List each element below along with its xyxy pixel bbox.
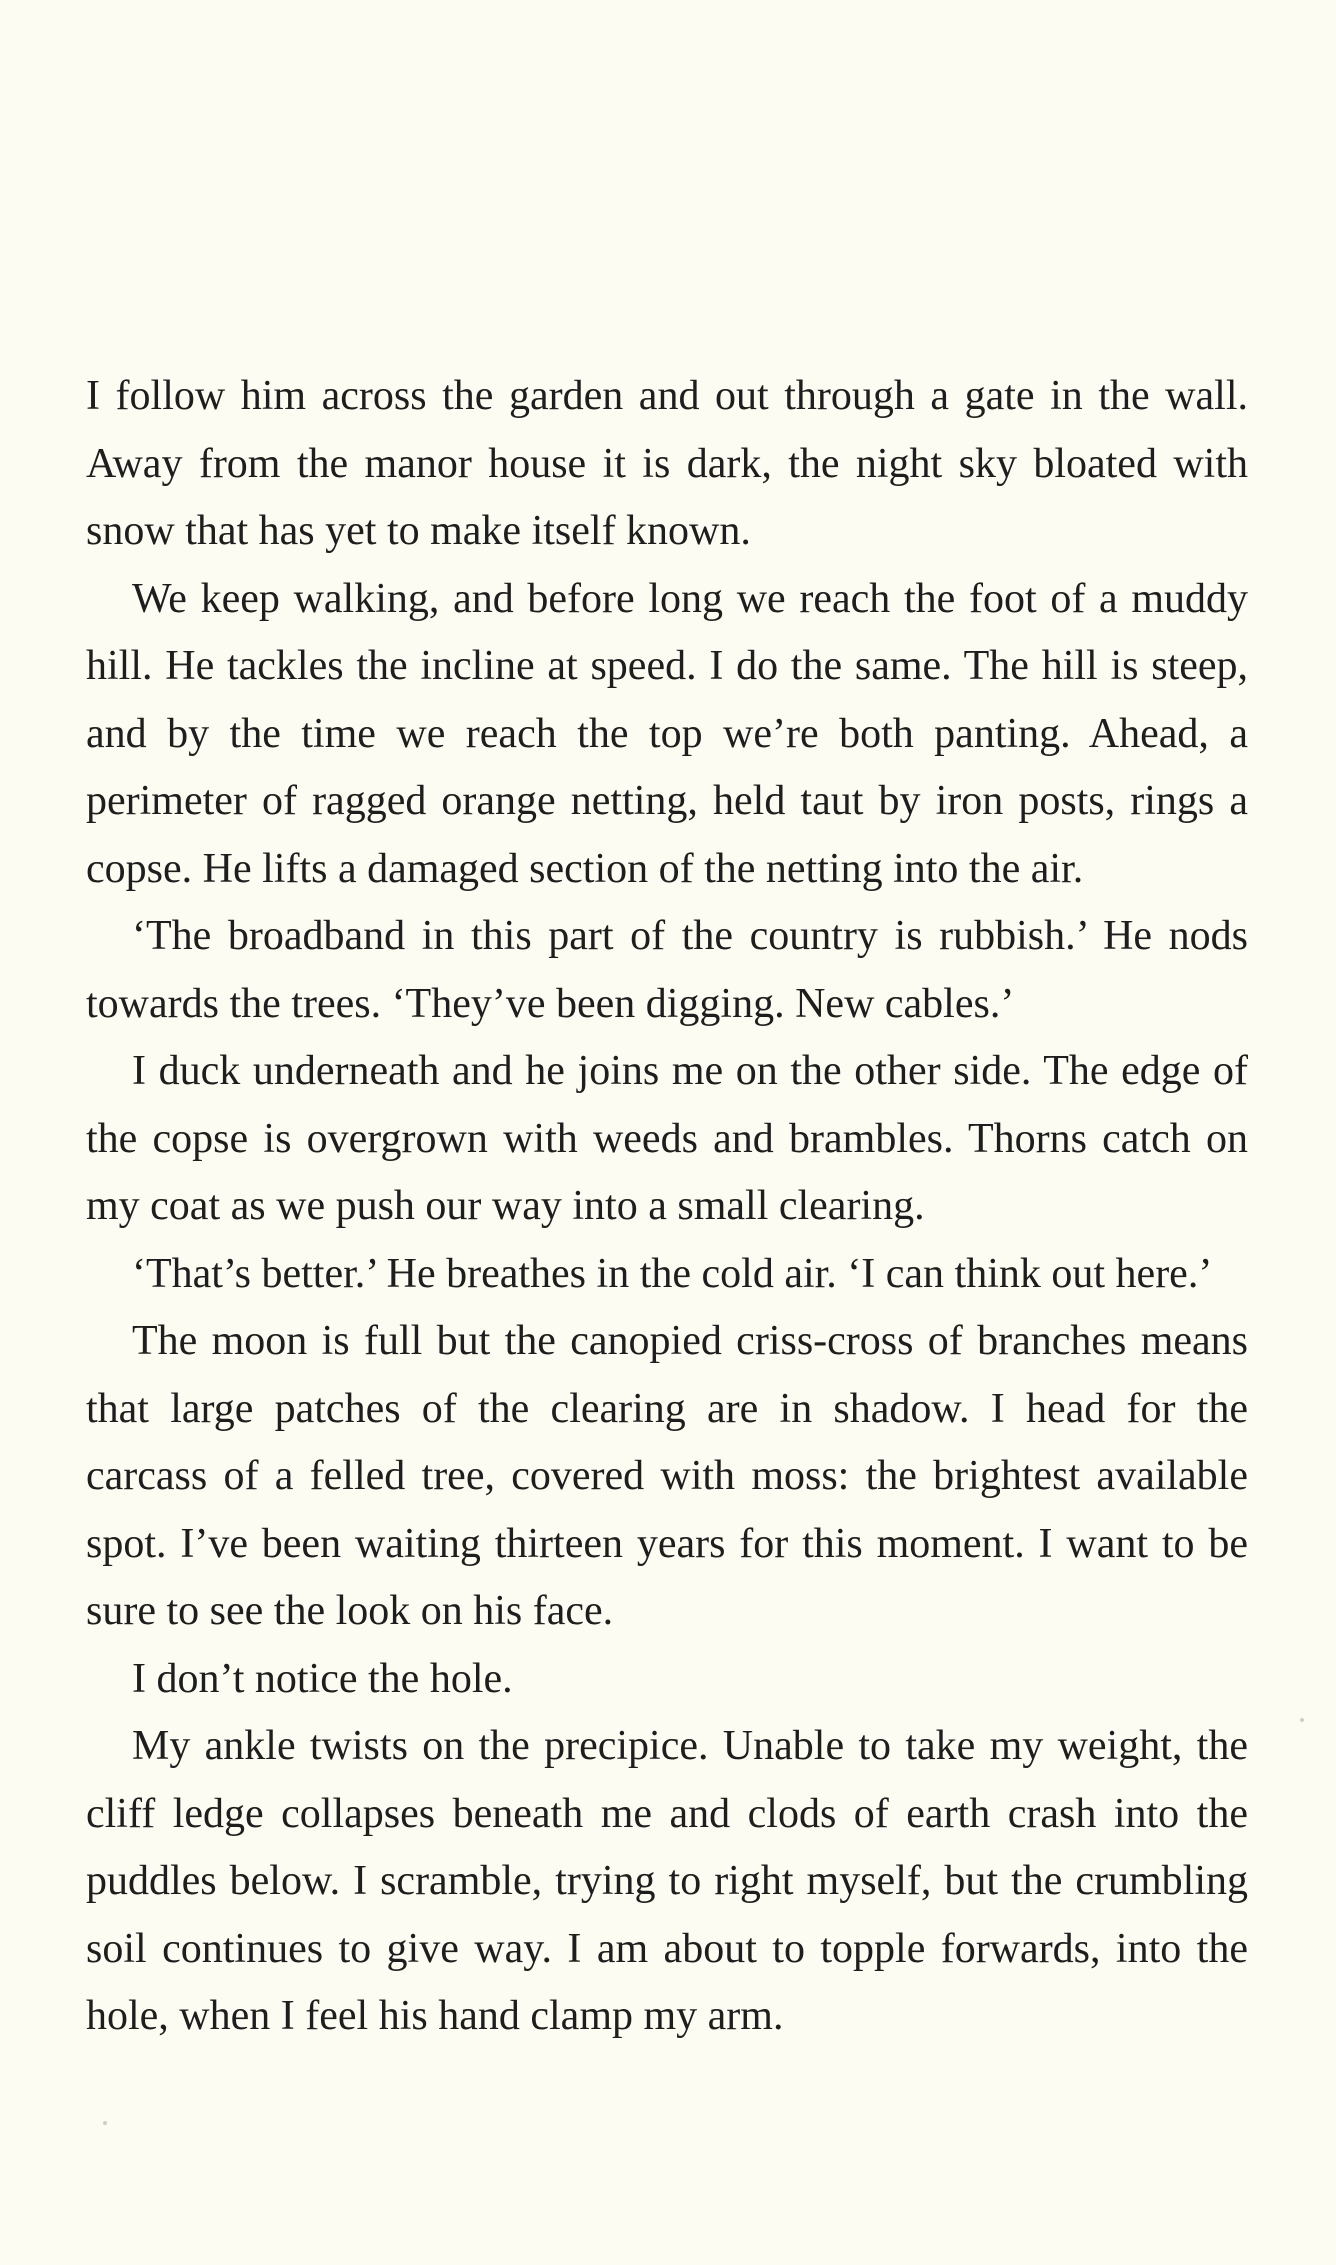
paragraph-5: ‘That’s better.’ He breathes in the cold air. ‘I can think out here.’ xyxy=(132,1250,1213,1297)
paragraph-2: We keep walking, and before long we reach the foot of a muddy hill. He tackles the incline at speed. I do the same. The hill is steep, and by the time we reach the top we’re both panting. Ahead, a perimeter of ragged orange netting, held taut by iron posts, rings a copse. He lifts a damaged section of the netting into the air. xyxy=(86,575,1248,892)
paper-speck xyxy=(1300,1718,1304,1722)
paragraph-1: I follow him across the garden and out through a gate in the wall. Away from the manor house it is dark, the night sky bloated with snow that has yet to make itself known. xyxy=(86,373,1248,554)
paragraph-6: The moon is full but the canopied criss-cross of branches means that large patches of the clearing are in shadow. I head for the carcass of a felled tree, covered with moss: the brightest available spot. I’ve been waiting thirteen years for this moment. I want to be sure to see the look on his face. xyxy=(86,1318,1248,1634)
paragraph-3: ‘The broadband in this part of the country is rubbish.’ He nods towards the trees. ‘They’ve been digging. New cables.’ xyxy=(86,913,1248,1027)
paragraph-8: My ankle twists on the precipice. Unable to take my weight, the cliff ledge collapses beneath me and clods of earth crash into the puddles below. I scramble, trying to right myself, but the crumbling soil continues to give way. I am about to topple forwards, into the hole, when I feel his hand clamp my arm. xyxy=(86,1723,1248,2039)
paragraph-4: I duck underneath and he joins me on the other side. The edge of the copse is overgrown with weeds and brambles. Thorns catch on my coat as we push our way into a small clearing. xyxy=(86,1048,1248,1229)
paragraph-7: I don’t notice the hole. xyxy=(132,1655,513,1702)
body-text xyxy=(86,363,1248,2051)
paper-speck xyxy=(103,2121,107,2125)
